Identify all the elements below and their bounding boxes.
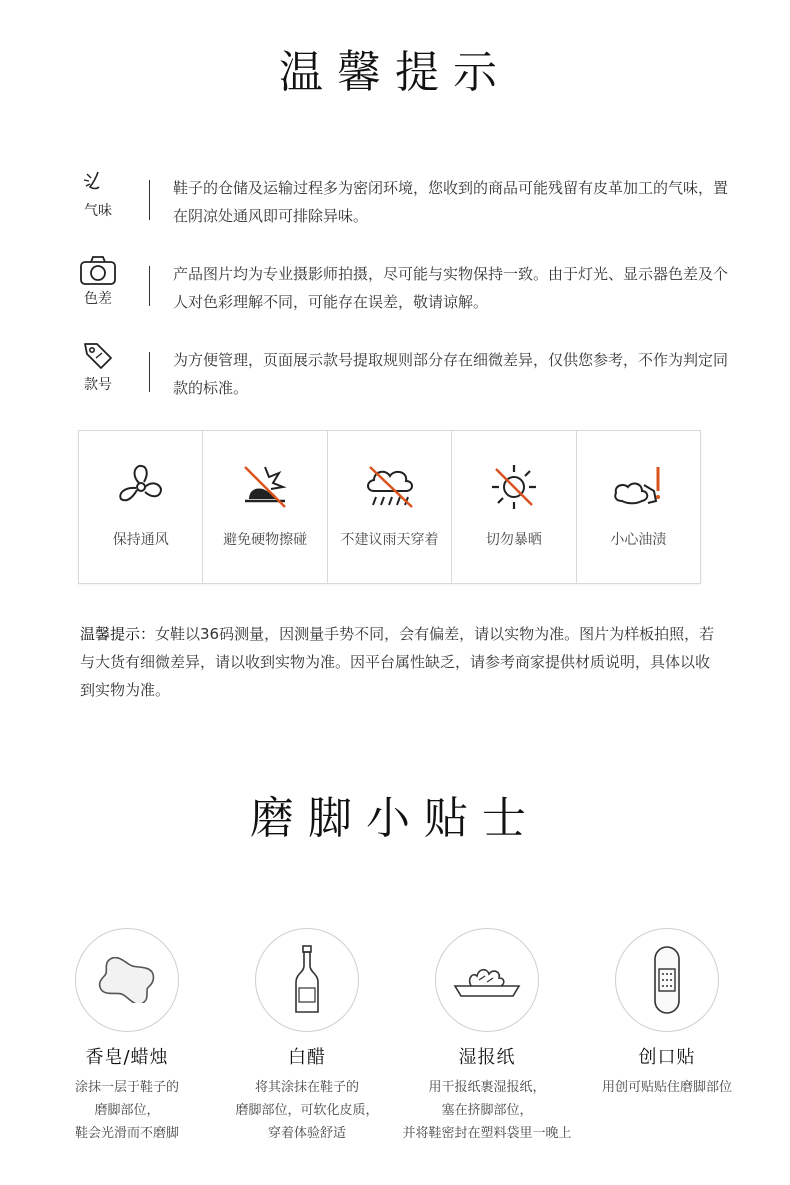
tip-item-desc [217,1076,397,1145]
camera-icon [79,254,117,286]
desc-line: 磨脚部位， [94,1103,160,1118]
notice-smell [72,174,729,244]
care-item [328,431,452,583]
care-item [203,431,327,583]
tip-item-name: 白醋 [288,1047,326,1068]
soap-icon [97,957,157,1003]
desc-line: 穿着体验舒适 [267,1126,346,1141]
tip-item-desc [577,1076,757,1099]
no-sun-icon [488,461,540,513]
tip-item-name: 湿报纸 [458,1047,516,1068]
notice-color [72,260,729,330]
care-label: 避免硬物擦碰 [223,532,308,548]
notice-text: 鞋子的仓储及运输过程多为密闭环境，您收到的商品可能残留有皮革加工的气味，置在阴凉处通风即可排除异味。 [173,179,729,225]
fan-icon [115,461,167,513]
desc-line: 涂抹一层于鞋子的 [74,1080,179,1095]
no-rain-icon [362,461,418,513]
desc-line: 磨脚部位，可软化皮质， [235,1103,379,1118]
tip-text: 女鞋以36码测量，因测量手势不同，会有偏差，请以实物为准。图片为样板拍照，若与大货有细微差异，请以收到实物为准。因平台属性缺乏，请参考商家提供材质说明，具体以收到实物为准。 [80,625,715,699]
tip-item-vinegar [217,928,397,1145]
tip-item-bandage [577,928,757,1099]
care-icons-panel [78,430,701,584]
tip-item-desc [397,1076,577,1145]
notice-text: 产品图片均为专业摄影师拍摄，尽可能与实物保持一致。由于灯光、显示器色差及个人对色彩理解不同，可能存在误差，敬请谅解。 [173,265,729,311]
care-item [79,431,203,583]
divider [149,352,150,392]
nose-smell-icon [81,168,115,198]
notice-text: 为方便管理，页面展示款号提取规则部分存在细微差异，仅供您参考，不作为判定同款的标准。 [173,351,729,397]
tip-item-soap [37,928,217,1145]
desc-line: 鞋会光滑而不磨脚 [74,1126,179,1141]
price-tag-icon [81,340,115,372]
oil-stain-icon [610,461,666,513]
desc-line: 并将鞋密封在塑料袋里一晚上 [402,1126,572,1141]
tip-label: 温馨提示： [80,625,156,643]
care-item [577,431,700,583]
desc-line: 将其涂抹在鞋子的 [254,1080,359,1095]
care-label: 保持通风 [112,532,169,548]
tip-item-desc [37,1076,217,1145]
desc-line: 用干报纸裹湿报纸， [428,1080,546,1095]
tip-item-name: 香皂/蜡烛 [85,1047,169,1068]
tip-item-newspaper [397,928,577,1145]
care-item [452,431,576,583]
rubbing-tips-title: 磨脚小贴士 [250,793,540,844]
tip-item-name: 创口贴 [638,1047,696,1068]
warm-tip-paragraph [80,620,720,704]
divider [149,180,150,220]
no-collision-icon [239,461,291,513]
care-label: 不建议雨天穿着 [340,532,439,548]
care-label: 小心油渍 [610,532,667,548]
vinegar-bottle-icon [292,944,322,1016]
care-label: 切勿暴晒 [485,532,542,548]
notice-style-code [72,346,729,416]
notice-label: 气味 [84,203,112,219]
wet-newspaper-icon [451,960,523,1000]
desc-line: 用创可贴贴住磨脚部位 [601,1080,732,1095]
bandage-icon [652,945,682,1015]
notice-label: 款号 [84,377,112,393]
notice-label: 色差 [84,291,112,307]
divider [149,266,150,306]
desc-line: 塞在挤脚部位， [441,1103,533,1118]
warm-tips-title: 温馨提示 [279,47,511,98]
